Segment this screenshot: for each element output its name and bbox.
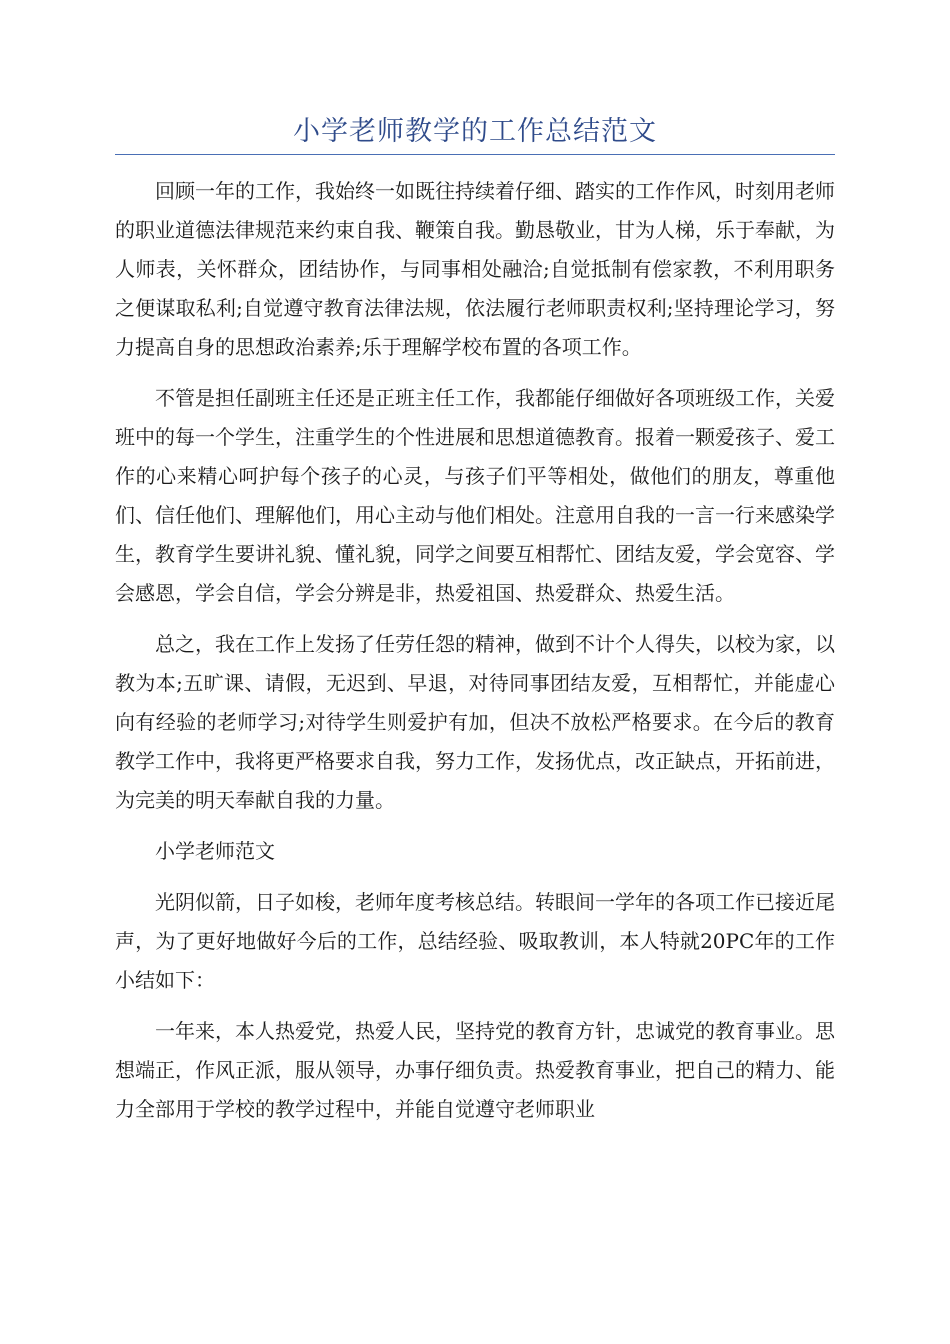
document-title: 小学老师教学的工作总结范文 <box>293 116 657 147</box>
paragraph-5: 一年来，本人热爱党，热爱人民，坚持党的教育方针，忠诚党的教育事业。思想端正，作风正派，服从领导，办事仔细负责。热爱教育事业，把自己的精力、能力全部用于学校的教学过程中，并能自觉遵守老师职业 <box>115 1019 835 1121</box>
paragraph-2: 不管是担任副班主任还是正班主任工作，我都能仔细做好各项班级工作，关爱班中的每一个学生，注重学生的个性进展和思想道德教育。报着一颗爱孩子、爱工作的心来精心呵护每个孩子的心灵，与孩子们平等相处，做他们的朋友，尊重他们、信任他们、理解他们，用心主动与他们相处。注意用自我的一言一行来感染学生，教育学生要讲礼貌、懂礼貌，同学之间要互相帮忙、团结友爱，学会宽容、学会感恩，学会自信，学会分辨是非，热爱祖国、热爱群众、热爱生活。 <box>115 386 835 605</box>
section-heading: 小学老师范文 <box>155 839 275 863</box>
title-underline <box>115 154 835 155</box>
paragraph-1: 回顾一年的工作，我始终一如既往持续着仔细、踏实的工作作风，时刻用老师的职业道德法律规范来约束自我、鞭策自我。勤恳敬业，甘为人梯，乐于奉献，为人师表，关怀群众，团结协作，与同事相处融洽;自觉抵制有偿家教，不利用职务之便谋取私利;自觉遵守教育法律法规，依法履行老师职责权利;坚持理论学习，努力提高自身的思想政治素养;乐于理解学校布置的各项工作。 <box>115 179 835 359</box>
paragraph-4: 光阴似箭，日子如梭，老师年度考核总结。转眼间一学年的各项工作已接近尾声，为了更好地做好今后的工作，总结经验、吸取教训，本人特就20PC年的工作小结如下： <box>115 890 835 992</box>
document-body <box>115 172 835 1141</box>
paragraph-3: 总之，我在工作上发扬了任劳任怨的精神，做到不计个人得失，以校为家，以教为本;五旷课、请假，无迟到、早退，对待同事团结友爱，互相帮忙，并能虚心向有经验的老师学习;对待学生则爱护有加，但决不放松严格要求。在今后的教育教学工作中，我将更严格要求自我，努力工作，发扬优点，改正缺点，开拓前进，为完美的明天奉献自我的力量。 <box>115 632 835 812</box>
